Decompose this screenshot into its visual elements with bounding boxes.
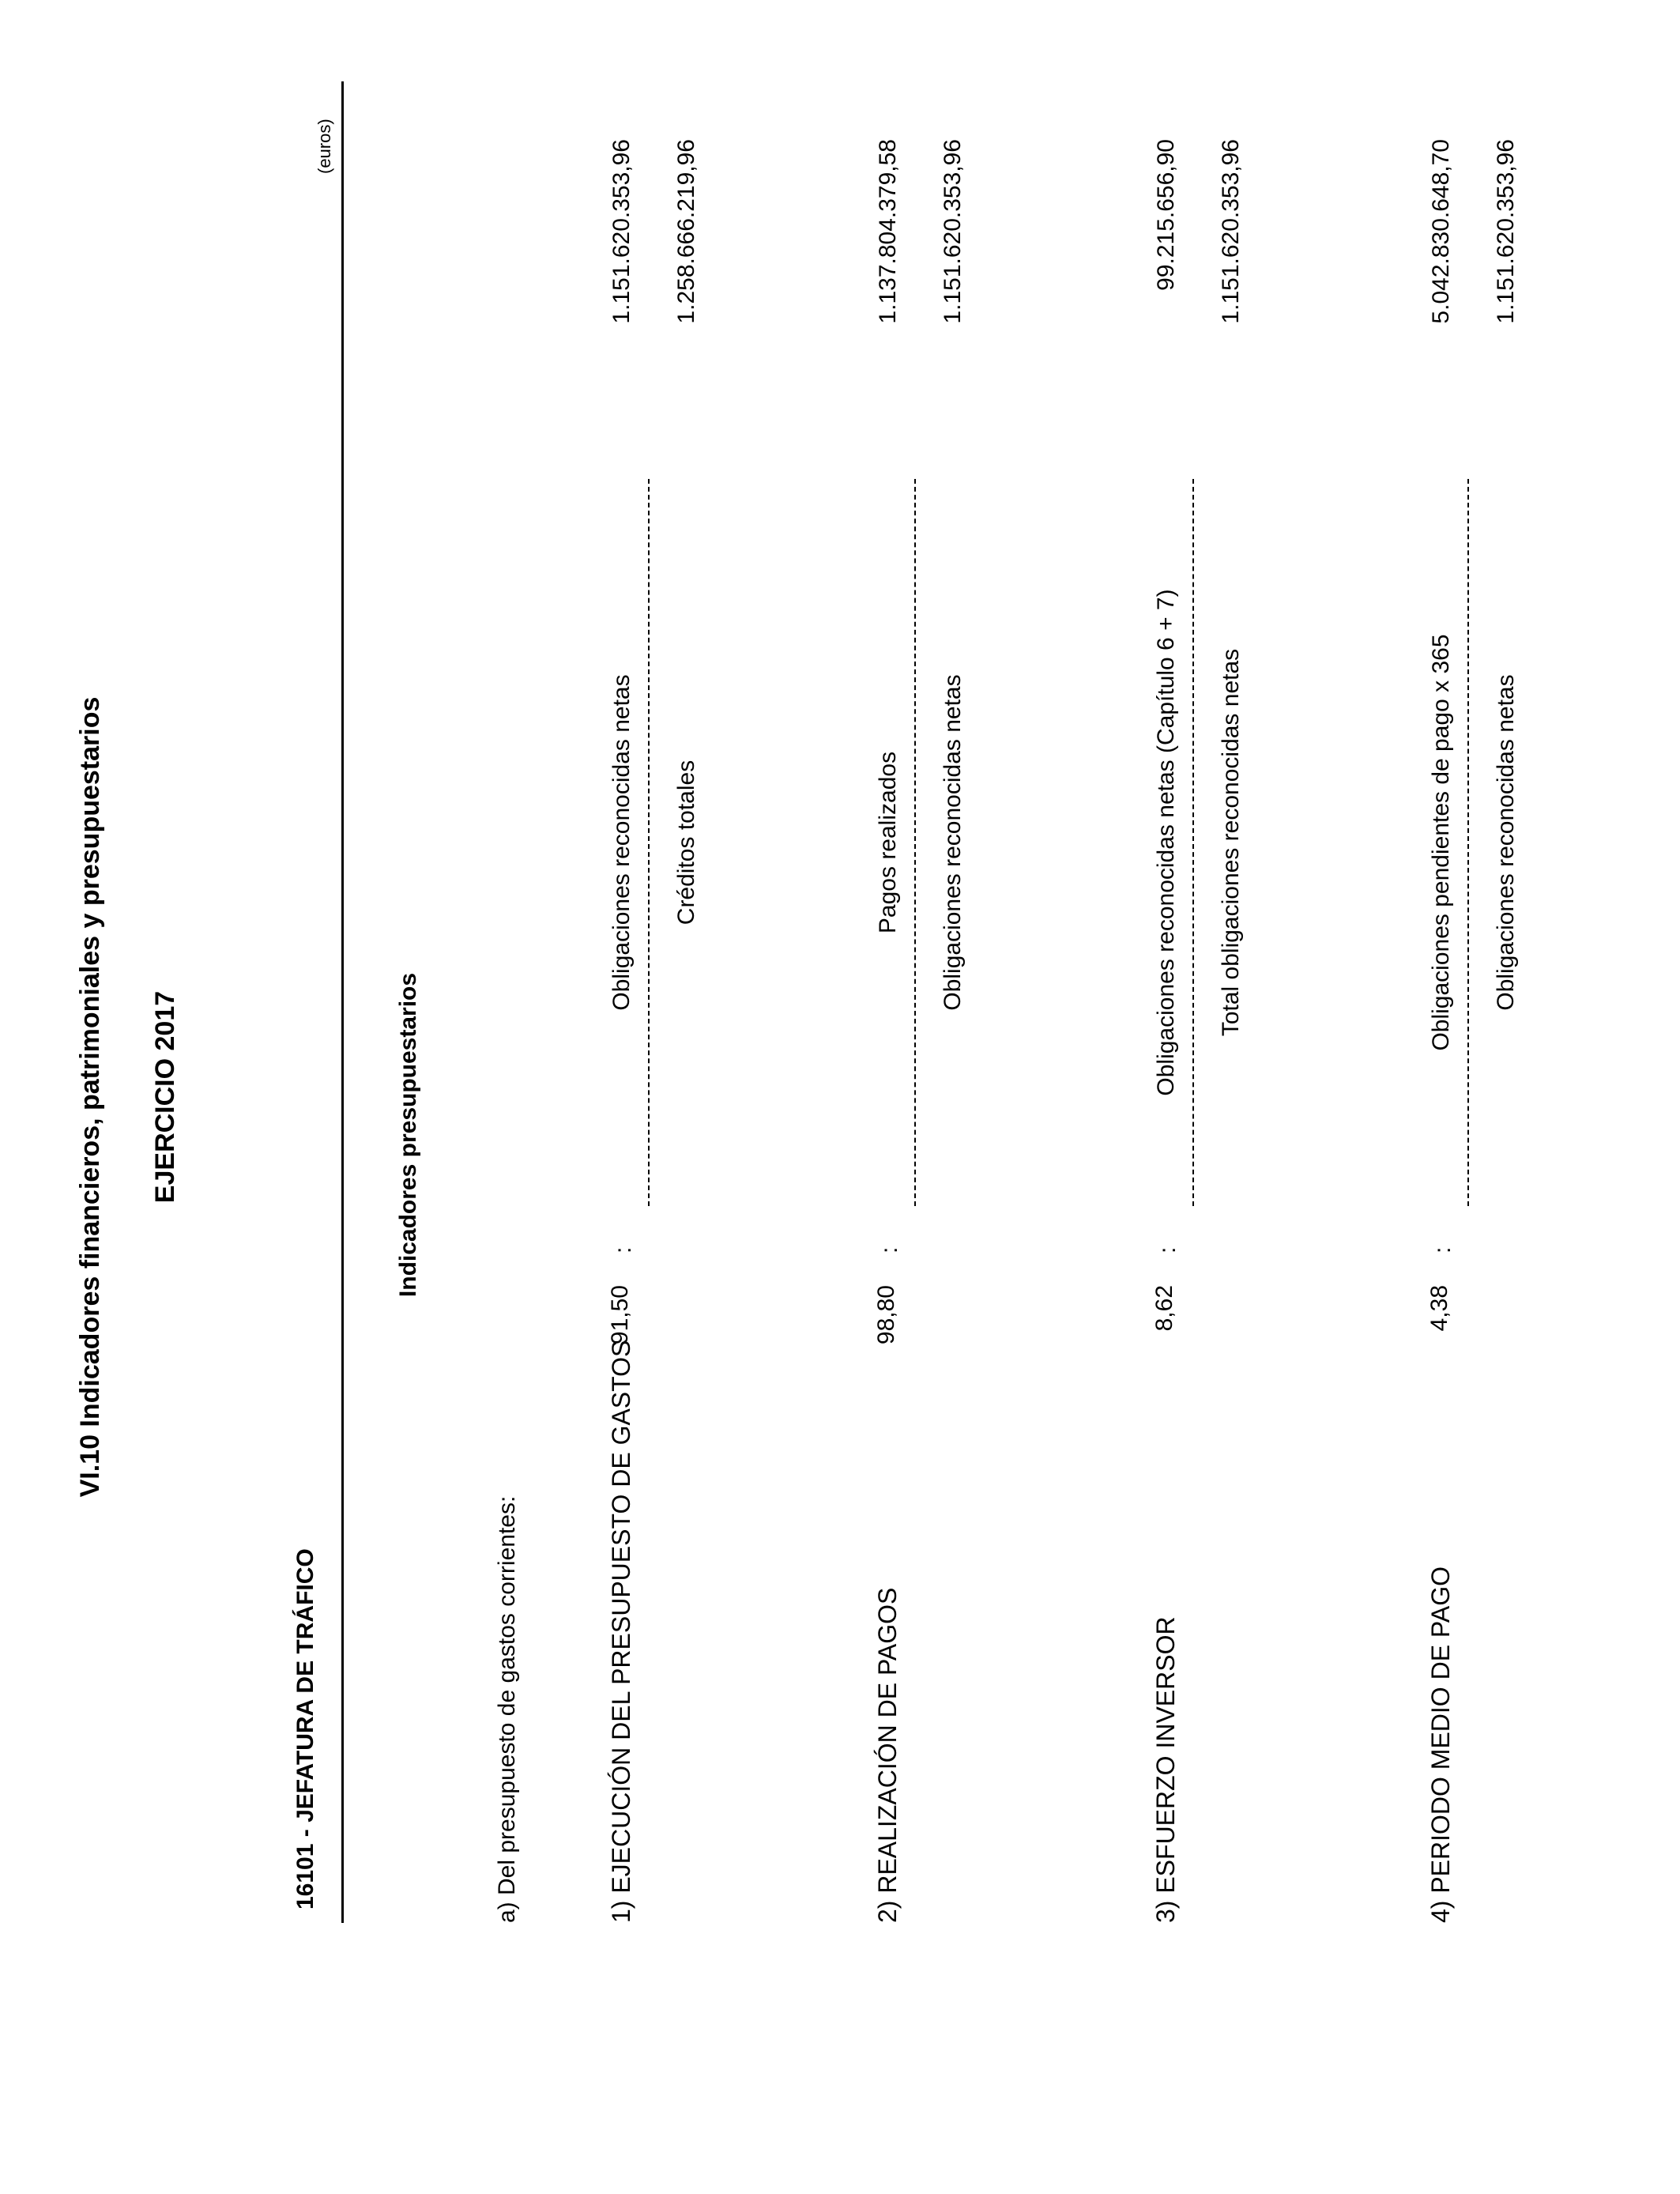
indicator-colon: : (1155, 1246, 1181, 1253)
denominator-label: Obligaciones reconocidas netas (1493, 674, 1519, 1011)
indicator-label: 3) ESFUERZO INVERSOR (1151, 1616, 1180, 1923)
numerator-label: Obligaciones reconocidas netas (608, 674, 635, 1011)
indicator-colon: : (610, 1246, 636, 1253)
denominator-amount: 1.151.620.353,96 (1218, 139, 1244, 324)
denominator-amount: 1.151.620.353,96 (940, 139, 966, 324)
document-title: VI.10 Indicadores financieros, patrimoniales y presupuestarios (75, 696, 105, 1498)
indicator-value: 8,62 (1151, 1285, 1177, 1332)
numerator-label: Obligaciones reconocidas netas (Capítulo 6 + 7) (1153, 589, 1179, 1096)
fraction-line (914, 479, 916, 1206)
denominator-label: Obligaciones reconocidas netas (940, 674, 966, 1011)
indicator-colon: : (876, 1246, 902, 1253)
denominator-amount: 1.151.620.353,96 (1493, 139, 1519, 324)
units-label: (euros) (315, 119, 334, 174)
numerator-amount: 1.151.620.353,96 (608, 139, 635, 324)
numerator-amount: 5.042.830.648,70 (1428, 139, 1454, 324)
numerator-label: Obligaciones pendientes de pago x 365 (1428, 634, 1454, 1051)
indicator-label: 2) REALIZACIÓN DE PAGOS (873, 1587, 902, 1923)
indicator-label: 4) PERIODO MEDIO DE PAGO (1426, 1566, 1455, 1923)
indicator-label: 1) EJECUCIÓN DEL PRESUPUESTO DE GASTOS (607, 1340, 635, 1923)
denominator-amount: 1.258.666.219,96 (673, 139, 699, 324)
fraction-line (1467, 479, 1469, 1206)
numerator-label: Pagos realizados (875, 751, 901, 934)
section-heading: Indicadores presupuestarios (395, 972, 421, 1298)
denominator-label: Total obligaciones reconocidas netas (1218, 648, 1244, 1037)
indicator-value: 98,80 (873, 1285, 899, 1345)
fiscal-year-subtitle: EJERCICIO 2017 (150, 990, 180, 1204)
entity-name: 16101 - JEFATURA DE TRÁFICO (292, 1548, 318, 1909)
indicator-colon: : (1430, 1246, 1456, 1253)
indicator-value: 91,50 (607, 1285, 633, 1345)
fraction-line (1192, 479, 1194, 1206)
indicator-value: 4,38 (1426, 1285, 1452, 1332)
denominator-label: Créditos totales (673, 760, 699, 925)
numerator-amount: 1.137.804.379,58 (875, 139, 901, 324)
header-rule (341, 81, 344, 1923)
group-label: a) Del presupuesto de gastos corrientes: (494, 1495, 520, 1923)
fraction-line (648, 479, 650, 1206)
numerator-amount: 99.215.656,90 (1153, 139, 1179, 291)
